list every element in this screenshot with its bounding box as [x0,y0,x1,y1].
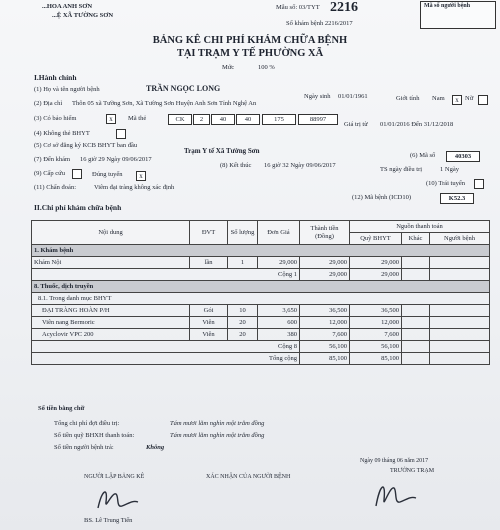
subtotal-other [402,341,430,353]
group-row [32,245,490,257]
group-row [32,281,490,293]
total-label: Tổng cộng [32,353,300,365]
arrival-value: 16 giờ 29 Ngày 09/06/2017 [80,156,152,163]
maker-title: NGƯỜI LẬP BẢNG KÊ [84,474,145,480]
subtotal-label: Cộng 1 [32,269,300,281]
code-number-label: (6) Mã số [410,152,436,159]
agency-line-2: ...Ệ XÃ TƯỜNG SƠN [52,12,114,19]
row-qty: 20 [228,329,258,341]
icd-label: (12) Mã bệnh (ICD10) [352,194,412,201]
subtotal-other [402,269,430,281]
head-signature [372,476,420,512]
form-code: 2216 [330,0,358,15]
row-fund: 36,500 [350,305,402,317]
diagnosis-value: Viêm đại tràng không xác định [94,184,175,191]
col-content-header: Nội dung [32,221,190,245]
words-patient-value: Không [146,444,165,451]
confirm-title: XÁC NHẬN CỦA NGƯỜI BỆNH [206,474,291,480]
subtotal-row [32,269,490,281]
group-title: 1. Khám bệnh [32,245,490,257]
words-total-label: Tổng chi phí đợt điều trị: [54,420,120,427]
subtotal-patient [430,341,490,353]
row-patient [430,317,490,329]
form-number: Mẫu số: 03/TYT [276,4,320,11]
document-subtitle: TẠI TRẠM Y TẾ PHƯỜNG XÃ [176,48,324,59]
words-fund-value: Tám mươi lăm nghìn một trăm đồng [170,432,265,439]
valid-value: 01/01/2016 Đến 31/12/2018 [380,121,454,128]
code-number-value: 40303 [446,151,480,162]
col-amount-header: Thành tiền (Đồng) [300,221,350,245]
row-unit: Viên [190,329,228,341]
emergency-checkbox [72,169,82,179]
dob-label: Ngày sinh [304,93,331,100]
level-value: 100 % [258,64,275,71]
table-row [32,329,490,341]
row-unit: Viên [190,317,228,329]
row-unit: lần [190,257,228,269]
table-header-row [32,221,490,233]
row-patient [430,257,490,269]
col-unit-header: ĐVT [190,221,228,245]
gender-male-checkbox: x [452,95,462,105]
valid-label: Giá trị từ [344,121,368,128]
col-fund-header: Quỹ BHYT [350,233,402,245]
row-other [402,317,430,329]
row-other [402,257,430,269]
treatment-days-label: TS ngày điều trị [380,166,423,173]
record-number: Số khám bệnh 2216/2017 [286,20,353,27]
subgroup-title: 8.1. Trong danh mục BHYT [32,293,490,305]
subtotal-amount: 29,000 [300,269,350,281]
address-label: (2) Địa chỉ [34,100,63,107]
row-qty: 20 [228,317,258,329]
wrong-route-checkbox [474,179,484,189]
row-amount: 36,500 [300,305,350,317]
card-box-4: 40 [236,114,260,125]
row-fund: 7,600 [350,329,402,341]
costs-section-title: II.Chi phí khám chữa bệnh [34,203,122,212]
subtotal-patient [430,269,490,281]
row-content: Khám Nội [32,257,190,269]
words-section-title: Số tiền bằng chữ [38,405,85,412]
row-other [402,329,430,341]
patient-code-box [420,1,496,29]
card-box-1: CK [168,114,192,125]
total-fund: 85,100 [350,353,402,365]
subtotal-fund: 56,100 [350,341,402,353]
col-qty-header: Số lượng [228,221,258,245]
card-box-2: 2 [193,114,210,125]
gender-male-label: Nam [432,95,445,102]
maker-signature [92,480,142,516]
register-label: (5) Cơ sở đăng ký KCB BHYT ban đầu [34,142,138,149]
subtotal-fund: 29,000 [350,269,402,281]
agency-line-1: ...HOA ANH SƠN [42,3,93,10]
address-value: Thôn 05 xã Tường Sơn, Xã Tường Sơn Huyện Anh Sơn Tỉnh Nghệ An [72,100,257,107]
row-qty: 10 [228,305,258,317]
row-fund: 29,000 [350,257,402,269]
group-title: 8. Thuốc, dịch truyền [32,281,490,293]
signature-date: Ngày 09 tháng 06 năm 2017 [360,458,429,464]
level-label: Mức [222,64,235,71]
diagnosis-label: (11) Chẩn đoán: [34,184,76,191]
col-other-header: Khác [402,233,430,245]
row-amount: 12,000 [300,317,350,329]
gender-label: Giới tính [396,95,420,102]
no-insurance-checkbox [116,129,126,139]
total-other [402,353,430,365]
card-box-6: 88997 [298,114,338,125]
dob-value: 01/01/1961 [338,93,368,100]
col-patient-header: Người bệnh [430,233,490,245]
words-patient-label: Số tiền người bệnh trả: [54,444,114,451]
icd-value: K52.3 [440,193,474,204]
words-total-value: Tám mươi lăm nghìn một trăm đồng [170,420,265,427]
row-unit: Gói [190,305,228,317]
row-content: Viên nang Bermoric [32,317,190,329]
table-row [32,257,490,269]
row-patient [430,305,490,317]
no-insurance-label: (4) Không thẻ BHYT [34,130,90,137]
row-price: 380 [258,329,300,341]
table-row [32,305,490,317]
arrival-label: (7) Đến khám [34,156,71,163]
emergency-label: (9) Cấp cứu [34,170,65,177]
head-title: TRƯỞNG TRẠM [390,468,435,474]
treatment-days-value: 1 Ngày [440,166,459,173]
row-price: 29,000 [258,257,300,269]
cost-table [31,220,490,365]
insurance-label: (3) Có bảo hiểm [34,115,77,122]
patient-code-label: Mã số người bệnh [424,3,471,9]
insurance-checkbox: x [106,114,116,124]
row-amount: 7,600 [300,329,350,341]
total-amount: 85,100 [300,353,350,365]
row-patient [430,329,490,341]
col-price-header: Đơn Giá [258,221,300,245]
subtotal-label: Cộng 8 [32,341,300,353]
subtotal-amount: 56,100 [300,341,350,353]
row-price: 600 [258,317,300,329]
patient-name-value: TRẦN NGỌC LONG [146,84,221,93]
row-other [402,305,430,317]
row-fund: 12,000 [350,317,402,329]
admin-section-title: I.Hành chính [34,73,77,82]
correct-route-checkbox: x [136,171,146,181]
gender-female-checkbox [478,95,488,105]
total-patient [430,353,490,365]
row-content: Acyclovir VPC 200 [32,329,190,341]
table-row [32,317,490,329]
patient-name-label: (1) Họ và tên người bệnh [34,86,100,93]
col-payment-header: Nguồn thanh toán [350,221,490,233]
row-qty: 1 [228,257,258,269]
document-title: BẢNG KÊ CHI PHÍ KHÁM CHỮA BỆNH [152,35,348,46]
words-fund-label: Số tiền quỹ BHXH thanh toán: [54,432,135,439]
row-content: ĐẠI TRÀNG HOÀN P/H [32,305,190,317]
row-amount: 29,000 [300,257,350,269]
gender-female-label: Nữ [465,95,474,102]
subtotal-row [32,341,490,353]
register-value: Trạm Y tế Xã Tường Sơn [184,147,260,155]
total-row [32,353,490,365]
correct-route-label: Đúng tuyến [92,171,123,178]
card-box-5: 175 [262,114,296,125]
end-value: 16 giờ 32 Ngày 09/06/2017 [264,162,336,169]
row-price: 3,650 [258,305,300,317]
maker-name: BS. Lê Trung Tiến [84,517,133,524]
card-box-3: 40 [211,114,235,125]
wrong-route-label: (10) Trái tuyến [426,180,465,187]
subgroup-row [32,293,490,305]
end-label: (8) Kết thúc [220,162,252,169]
card-label: Mã thẻ [128,115,147,122]
